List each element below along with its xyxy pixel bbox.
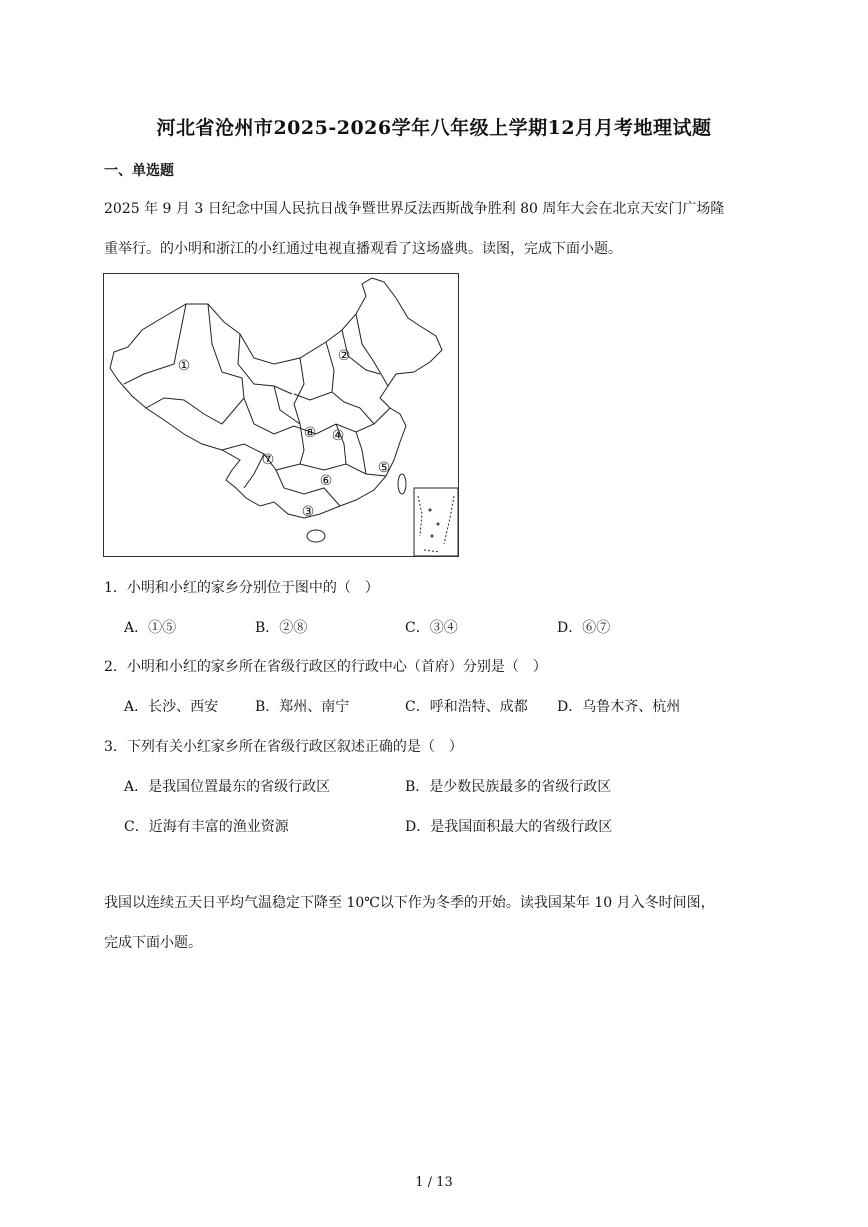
south-china-sea-inset	[414, 488, 458, 556]
map-border	[244, 398, 390, 434]
map-label-8: ⑧	[303, 425, 317, 441]
page-number: 1 / 13	[415, 1175, 453, 1190]
map-border	[238, 334, 292, 394]
map-label-5: ⑤	[377, 460, 391, 476]
question-3-option-c[interactable]: C．近海有丰富的渔业资源	[124, 819, 289, 835]
question-1-stem: 1．小明和小红的家乡分别位于图中的（ ）	[104, 580, 379, 596]
question-2-option-c[interactable]: C．呼和浩特、成都	[405, 699, 528, 715]
intro-paragraph-line-1: 2025 年 9 月 3 日纪念中国人民抗日战争暨世界反法西斯战争胜利 80 周年大会在北京天安门广场隆	[104, 201, 725, 217]
question-3-option-d[interactable]: D．是我国面积最大的省级行政区	[405, 819, 613, 835]
page-title: 河北省沧州市2025-2026学年八年级上学期12月月考地理试题	[156, 117, 712, 139]
map-border	[146, 398, 244, 424]
map-outline	[110, 278, 442, 518]
question-3-stem: 3．下列有关小红家乡所在省级行政区叙述正确的是（ ）	[104, 739, 463, 755]
map-label-4: ④	[331, 428, 345, 444]
question-1-option-c[interactable]: C．③④	[405, 620, 458, 636]
second-intro-line-2: 完成下面小题。	[104, 935, 202, 951]
intro-paragraph-line-2: 重举行。的小明和浙江的小红通过电视直播观看了这场盛典。读图，完成下面小题。	[104, 241, 622, 257]
question-3-option-b[interactable]: B．是少数民族最多的省级行政区	[405, 779, 612, 795]
map-border	[356, 432, 366, 474]
map-border	[124, 304, 186, 384]
question-1-option-b[interactable]: B．②⑧	[255, 620, 308, 636]
question-2-stem: 2．小明和小红的家乡所在省级行政区的行政中心（首府）分别是（ ）	[104, 659, 547, 675]
section-heading: 一、单选题	[104, 163, 174, 179]
second-intro-line-1: 我国以连续五天日平均气温稳定下降至 10℃以下作为冬季的开始。读我国某年 10 月入冬时间图，	[104, 895, 715, 911]
china-map-figure	[103, 273, 459, 557]
question-2-option-d[interactable]: D．乌鲁木齐、杭州	[557, 699, 681, 715]
map-label-2: ②	[337, 348, 351, 364]
map-label-3: ③	[301, 504, 315, 520]
question-2-option-b[interactable]: B．郑州、南宁	[255, 699, 350, 715]
question-3-option-a[interactable]: A．是我国位置最东的省级行政区	[124, 779, 331, 795]
question-2-option-a[interactable]: A．长沙、西安	[124, 699, 219, 715]
map-label-6: ⑥	[319, 473, 333, 489]
map-label-7: ⑦	[261, 452, 275, 468]
question-1-option-a[interactable]: A．①⑤	[124, 620, 177, 636]
question-1-option-d[interactable]: D．⑥⑦	[557, 620, 611, 636]
map-border	[356, 314, 388, 386]
map-border	[294, 358, 304, 424]
map-border	[344, 402, 374, 424]
taiwan-island	[398, 474, 406, 494]
china-map-svg	[104, 274, 458, 556]
map-label-1: ①	[177, 358, 191, 374]
hainan-island	[307, 530, 325, 542]
